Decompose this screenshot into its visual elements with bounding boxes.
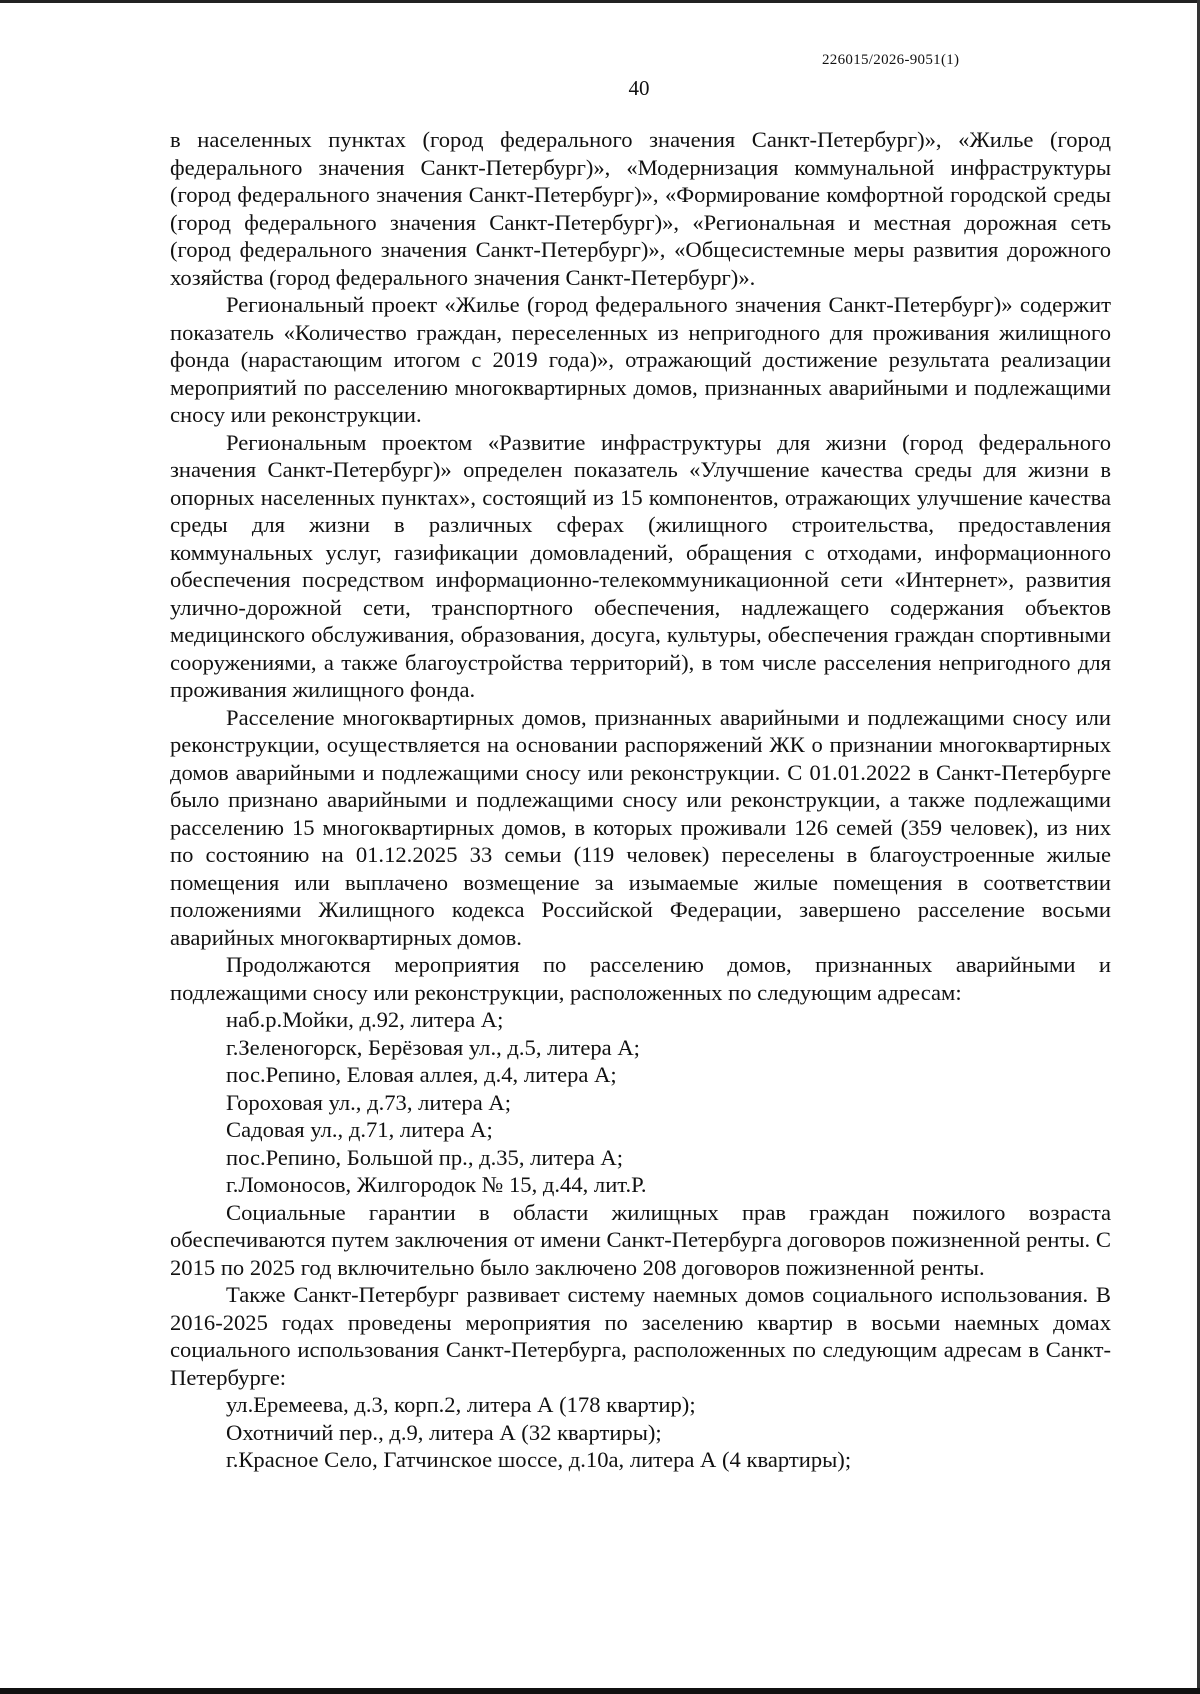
paragraph-ongoing-resettlement: Продолжаются мероприятия по расселению домов, признанных аварийными и подлежащими сносу или реконструкции, расположенных по следующим адресам:: [170, 952, 1111, 1005]
address-list-social-houses: [170, 1391, 1111, 1474]
paragraph-resettlement: Расселение многоквартирных домов, признанных аварийными и подлежащими сносу или реконструкции, осуществляется на основании распоряжений ЖК о признании многоквартирных домов аварийными и подлежащими сносу или реконструкции. С 01.01.2022 в Санкт-Петербурге было признано аварийными и подлежащими сносу или реконструкции, а также подлежащими расселению 15 многоквартирных домов, в которых проживали 126 семей (359 человек), из них по состоянию на 01.12.2025 33 семьи (119 человек) переселены в благоустроенные жилые помещения или выплачено возмещение за изымаемые жилые помещения в соответствии положениями Жилищного кодекса Российской Федерации, завершено расселение восьми аварийных многоквартирных домов.: [170, 704, 1111, 950]
paragraph-continued: в населенных пунктах (город федерального значения Санкт-Петербург)», «Жилье (город федерального значения Санкт-Петербург)», «Модернизация коммунальной инфраструктуры (город федерального значения Санкт-Петербург)», «Формирование комфортной городской среды (город федерального значения Санкт-Петербург)», «Региональная и местная дорожная сеть (город федерального значения Санкт-Петербург)», «Общесистемные меры развития дорожного хозяйства (город федерального значения Санкт-Петербург)».: [170, 127, 1111, 290]
paragraph-social-rental-houses: Также Санкт-Петербург развивает систему наемных домов социального использования. В 2016-2025 годах проведены мероприятия по заселению квартир в восьми наемных домах социального использования Санкт-Петербурга, расположенных по следующим адресам в Санкт-Петербурге:: [170, 1282, 1111, 1390]
address-item: пос.Репино, Большой пр., д.35, литера А;: [226, 1144, 623, 1170]
address-item: пос.Репино, Еловая аллея, д.4, литера А;: [226, 1062, 617, 1087]
address-list-resettlement: [170, 1006, 1111, 1199]
address-item: ул.Еремеева, д.3, корп.2, литера А (178 квартир);: [226, 1392, 696, 1417]
address-item: Гороховая ул., д.73, литера А;: [226, 1089, 511, 1115]
address-item: г.Красное Село, Гатчинское шоссе, д.10а, литера А (4 квартиры);: [226, 1447, 852, 1472]
address-item: г.Ломоносов, Жилгородок № 15, д.44, лит.Р.: [226, 1172, 647, 1197]
document-body: [170, 126, 1111, 1474]
address-item: Садовая ул., д.71, литера А;: [226, 1117, 493, 1142]
page-number: 40: [628, 76, 650, 100]
address-item: Охотничий пер., д.9, литера А (32 квартиры);: [226, 1419, 662, 1445]
scan-bottom-edge: [0, 1688, 1200, 1694]
paragraph-housing-project: Региональный проект «Жилье (город федерального значения Санкт-Петербург)» содержит показатель «Количество граждан, переселенных из непригодного для проживания жилищного фонда (нарастающим итогом с 2019 года)», отражающий достижение результата реализации мероприятий по расселению многоквартирных домов, признанных аварийными и подлежащими сносу или реконструкции.: [170, 292, 1111, 427]
paragraph-infrastructure-project: Региональным проектом «Развитие инфраструктуры для жизни (город федерального значения Санкт-Петербург)» определен показатель «Улучшение качества среды для жизни в опорных населенных пунктах», состоящий из 15 компонентов, отражающих улучшение качества среды для жизни в различных сферах (жилищного строительства, предоставления коммунальных услуг, газификации домовладений, обращения с отходами, информационного обеспечения посредством информационно-телекоммуникационной сети «Интернет», развития улично-дорожной сети, транспортного обеспечения, надлежащего содержания объектов медицинского обслуживания, образования, досуга, культуры, обеспечения граждан спортивными сооружениями, а также благоустройства территорий), в том числе расселения непригодного для проживания жилищного фонда.: [170, 429, 1111, 702]
address-item: г.Зеленогорск, Берёзовая ул., д.5, литера А;: [226, 1034, 640, 1060]
document-registration-number: 226015/2026-9051(1): [822, 52, 960, 68]
address-item: наб.р.Мойки, д.92, литера А;: [226, 1007, 504, 1032]
scan-top-edge: [0, 0, 1200, 3]
paragraph-social-guarantees: Социальные гарантии в области жилищных прав граждан пожилого возраста обеспечиваются путем заключения от имени Санкт-Петербурга договоров пожизненной ренты. С 2015 по 2025 год включительно было заключено 208 договоров пожизненной ренты.: [170, 1199, 1111, 1280]
